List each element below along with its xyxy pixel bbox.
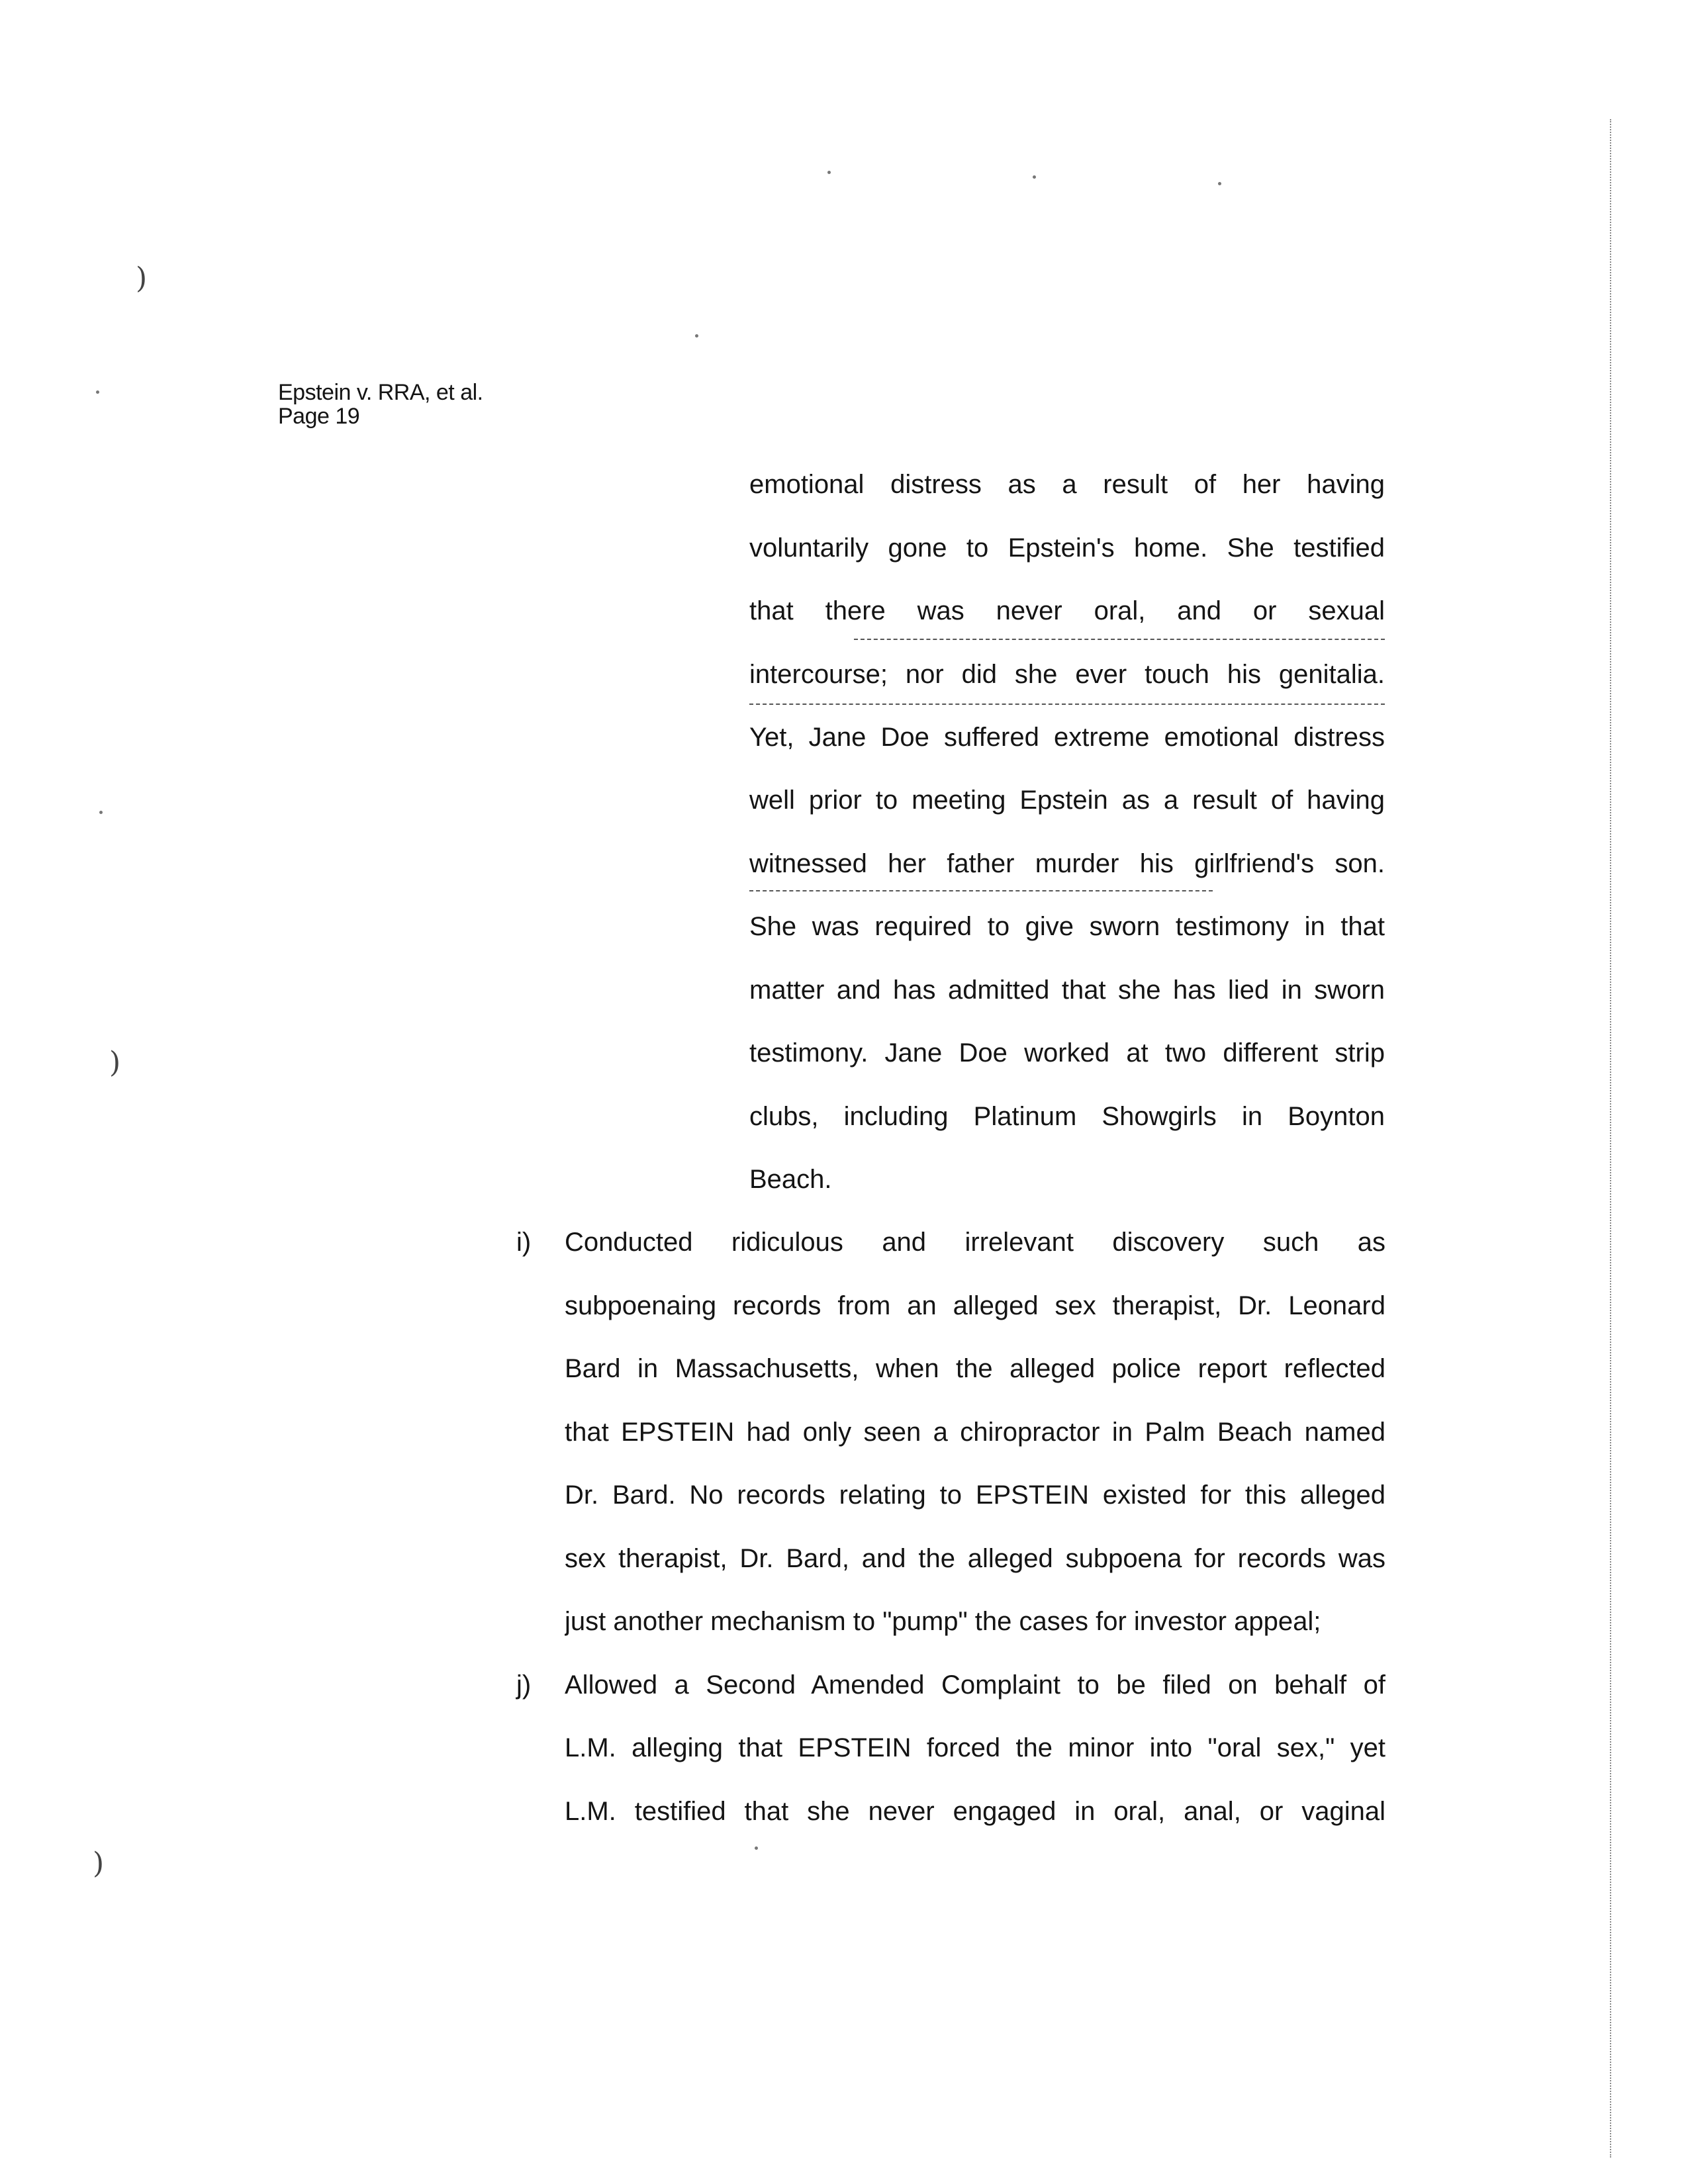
text-line: L.M. testified that she never engaged in oral, anal, or vaginal [565,1797,1385,1826]
scan-mark: ) [93,1846,105,1880]
page-number: Page 19 [278,404,360,429]
scan-mark: ) [109,1046,121,1079]
scan-edge-rule [1610,119,1611,2158]
text-line: Dr. Bard. No records relating to EPSTEIN existed for this alleged [565,1480,1385,1510]
text-line: intercourse; nor did she ever touch his genitalia. [749,660,1385,689]
text-line: sex therapist, Dr. Bard, and the alleged subpoena for records was [565,1544,1385,1573]
scan-speck [96,390,99,394]
handwritten-underline [854,639,1385,640]
text-line: emotional distress as a result of her having [749,470,1385,499]
scan-speck [827,171,831,174]
text-line: Allowed a Second Amended Complaint to be filed on behalf of [565,1670,1385,1700]
scan-mark: ) [136,261,148,295]
text-line: subpoenaing records from an alleged sex therapist, Dr. Leonard [565,1291,1385,1320]
scan-speck [695,334,698,338]
text-line: testimony. Jane Doe worked at two different strip [749,1038,1385,1068]
text-line: She was required to give sworn testimony in that [749,912,1385,941]
text-line: that EPSTEIN had only seen a chiropractor in Palm Beach named [565,1418,1385,1447]
scan-speck [99,811,103,814]
case-header [278,381,483,428]
text-line: Bard in Massachusetts, when the alleged police report reflected [565,1354,1385,1383]
text-line: L.M. alleging that EPSTEIN forced the minor into "oral sex," yet [565,1733,1385,1762]
text-line: just another mechanism to "pump" the cases for investor appeal; [565,1607,1321,1636]
handwritten-underline [749,704,1385,705]
text-line: clubs, including Platinum Showgirls in Boynton [749,1102,1385,1131]
text-line: voluntarily gone to Epstein's home. She testified [749,533,1385,563]
scan-speck [1033,175,1036,179]
list-marker-i: i) [516,1228,532,1257]
handwritten-underline [749,890,1213,891]
text-line: Yet, Jane Doe suffered extreme emotional distress [749,723,1385,752]
text-line: witnessed her father murder his girlfriend's son. [749,849,1385,878]
text-line: well prior to meeting Epstein as a result of having [749,786,1385,815]
text-line: Beach. [749,1165,832,1194]
text-line: matter and has admitted that she has lied in sworn [749,976,1385,1005]
scan-speck [755,1846,758,1850]
list-marker-j: j) [516,1670,532,1700]
scan-speck [1218,182,1221,185]
text-line: Conducted ridiculous and irrelevant discovery such as [565,1228,1385,1257]
case-caption: Epstein v. RRA, et al. [278,380,483,405]
text-line: that there was never oral, and or sexual [749,596,1385,625]
